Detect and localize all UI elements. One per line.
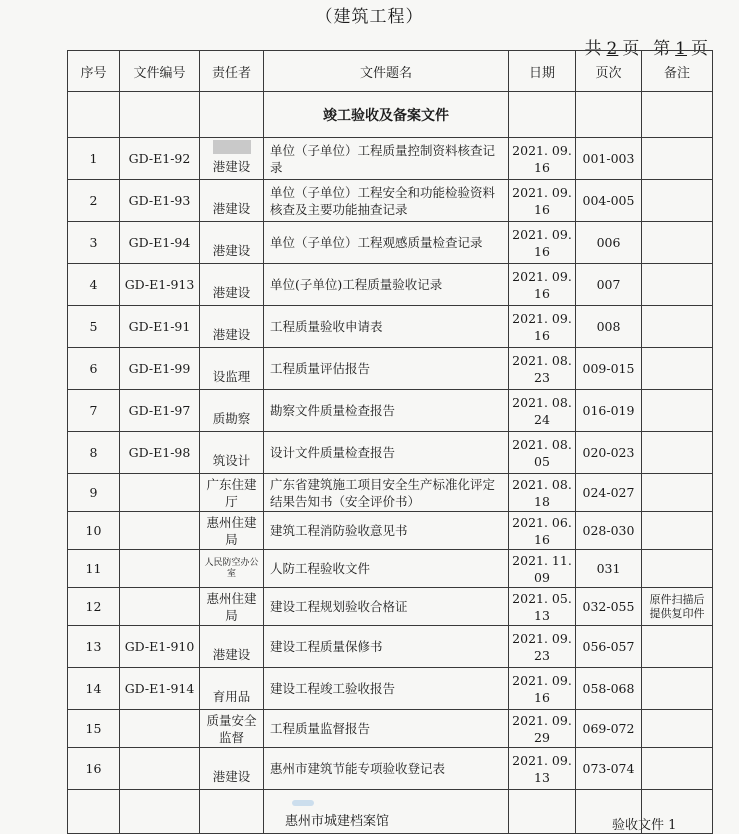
row-date: 2021. 08. 23 — [509, 348, 576, 390]
row-code: GD-E1-913 — [120, 264, 200, 306]
row-date: 2021. 06. 16 — [509, 512, 576, 550]
row-responsible: 设监理 — [200, 348, 264, 390]
row-seq: 8 — [68, 432, 120, 474]
table-row — [68, 512, 713, 550]
table-row — [68, 474, 713, 512]
table-row — [68, 432, 713, 474]
row-note — [642, 306, 713, 348]
row-date: 2021. 09. 16 — [509, 222, 576, 264]
footer-doc-label: 验收文件 1 — [612, 818, 677, 833]
row-responsible: 港建设 — [200, 748, 264, 790]
row-note — [642, 138, 713, 180]
row-seq: 10 — [68, 512, 120, 550]
header-title: 文件题名 — [264, 51, 509, 92]
row-seq: 7 — [68, 390, 120, 432]
row-responsible: 港建设 — [200, 306, 264, 348]
row-pages: 008 — [576, 306, 642, 348]
row-pages: 001-003 — [576, 138, 642, 180]
row-date: 2021. 08. 05 — [509, 432, 576, 474]
row-seq: 12 — [68, 588, 120, 626]
row-seq: 2 — [68, 180, 120, 222]
row-date: 2021. 09. 13 — [509, 748, 576, 790]
row-title: 单位(子单位)工程质量验收记录 — [264, 264, 509, 306]
row-code — [120, 474, 200, 512]
page-current: 1 — [675, 39, 687, 59]
row-title: 工程质量监督报告 — [264, 710, 509, 748]
row-note — [642, 348, 713, 390]
row-title: 勘察文件质量检查报告 — [264, 390, 509, 432]
row-title: 建设工程质量保修书 — [264, 626, 509, 668]
redaction-block — [213, 140, 251, 154]
row-note — [642, 710, 713, 748]
row-date: 2021. 09. 23 — [509, 626, 576, 668]
row-pages: 004-005 — [576, 180, 642, 222]
row-note — [642, 474, 713, 512]
row-title: 工程质量评估报告 — [264, 348, 509, 390]
row-responsible: 质勘察 — [200, 390, 264, 432]
row-code: GD-E1-914 — [120, 668, 200, 710]
row-title: 工程质量验收申请表 — [264, 306, 509, 348]
row-code: GD-E1-94 — [120, 222, 200, 264]
row-date: 2021. 05. 13 — [509, 588, 576, 626]
table-row — [68, 626, 713, 668]
scan-smudge — [292, 800, 314, 806]
table-row — [68, 668, 713, 710]
row-seq: 15 — [68, 710, 120, 748]
row-note — [642, 668, 713, 710]
row-date: 2021. 09. 16 — [509, 264, 576, 306]
header-pages: 页次 — [576, 51, 642, 92]
row-code: GD-E1-98 — [120, 432, 200, 474]
row-pages: 073-074 — [576, 748, 642, 790]
row-responsible: 港建设 — [200, 222, 264, 264]
row-pages: 007 — [576, 264, 642, 306]
row-responsible: 港建设 — [200, 626, 264, 668]
row-title: 人防工程验收文件 — [264, 550, 509, 588]
row-responsible: 港建设 — [200, 138, 264, 180]
header-responsible: 责任者 — [200, 51, 264, 92]
row-date: 2021. 09. 16 — [509, 668, 576, 710]
row-note — [642, 390, 713, 432]
row-responsible: 质量安全监督 — [200, 710, 264, 748]
row-note — [642, 626, 713, 668]
row-pages: 024-027 — [576, 474, 642, 512]
row-title: 单位（子单位）工程安全和功能检验资料核查及主要功能抽查记录 — [264, 180, 509, 222]
table-row — [68, 748, 713, 790]
row-code: GD-E1-91 — [120, 306, 200, 348]
row-code — [120, 710, 200, 748]
row-title: 设计文件质量检查报告 — [264, 432, 509, 474]
table-row — [68, 710, 713, 748]
row-code: GD-E1-92 — [120, 138, 200, 180]
section-title: 竣工验收及备案文件 — [264, 92, 509, 138]
row-title: 建设工程竣工验收报告 — [264, 668, 509, 710]
header-note: 备注 — [642, 51, 713, 92]
table-header-row — [68, 51, 713, 92]
table-row — [68, 390, 713, 432]
row-pages: 028-030 — [576, 512, 642, 550]
row-seq: 5 — [68, 306, 120, 348]
row-date: 2021. 08. 24 — [509, 390, 576, 432]
footer-archive-name: 惠州市城建档案馆 — [285, 814, 390, 829]
row-note — [642, 222, 713, 264]
row-note — [642, 748, 713, 790]
row-responsible: 广东住建厅 — [200, 474, 264, 512]
row-code: GD-E1-93 — [120, 180, 200, 222]
row-date: 2021. 08. 18 — [509, 474, 576, 512]
row-responsible: 港建设 — [200, 264, 264, 306]
row-pages: 020-023 — [576, 432, 642, 474]
header-seq: 序号 — [68, 51, 120, 92]
file-index-table — [67, 50, 713, 834]
table-row — [68, 306, 713, 348]
page-current-label: 第 — [653, 39, 672, 59]
row-note — [642, 550, 713, 588]
page-count-suffix: 页 — [691, 39, 709, 59]
row-pages: 016-019 — [576, 390, 642, 432]
row-title: 建设工程规划验收合格证 — [264, 588, 509, 626]
row-code — [120, 588, 200, 626]
page-total: 2 — [606, 39, 619, 59]
document-title: （建筑工程） — [315, 7, 424, 27]
row-note: 原件扫描后提供复印件 — [642, 588, 713, 626]
table-row — [68, 180, 713, 222]
row-code: GD-E1-910 — [120, 626, 200, 668]
row-seq: 11 — [68, 550, 120, 588]
header-code: 文件编号 — [120, 51, 200, 92]
row-note — [642, 512, 713, 550]
row-title: 惠州市建筑节能专项验收登记表 — [264, 748, 509, 790]
row-pages: 006 — [576, 222, 642, 264]
row-responsible: 惠州住建局 — [200, 512, 264, 550]
section-row — [68, 92, 713, 138]
row-responsible: 筑设计 — [200, 432, 264, 474]
row-code — [120, 748, 200, 790]
row-seq: 14 — [68, 668, 120, 710]
page-count-mid: 页 — [622, 39, 641, 59]
table-row — [68, 588, 713, 626]
row-seq: 16 — [68, 748, 120, 790]
row-code — [120, 550, 200, 588]
row-date: 2021. 09. 16 — [509, 180, 576, 222]
row-seq: 13 — [68, 626, 120, 668]
row-pages: 056-057 — [576, 626, 642, 668]
row-note — [642, 432, 713, 474]
row-date: 2021. 11. 09 — [509, 550, 576, 588]
row-pages: 032-055 — [576, 588, 642, 626]
table-row — [68, 222, 713, 264]
row-pages: 069-072 — [576, 710, 642, 748]
row-pages: 058-068 — [576, 668, 642, 710]
header-date: 日期 — [509, 51, 576, 92]
row-title: 单位（子单位）工程观感质量检查记录 — [264, 222, 509, 264]
row-seq: 4 — [68, 264, 120, 306]
table-row — [68, 138, 713, 180]
row-seq: 3 — [68, 222, 120, 264]
row-responsible: 人民防空办公室 — [200, 550, 264, 588]
row-title: 单位（子单位）工程质量控制资料核查记录 — [264, 138, 509, 180]
table-row — [68, 264, 713, 306]
row-code: GD-E1-97 — [120, 390, 200, 432]
row-seq: 9 — [68, 474, 120, 512]
row-responsible: 港建设 — [200, 180, 264, 222]
row-title: 建筑工程消防验收意见书 — [264, 512, 509, 550]
row-note — [642, 264, 713, 306]
row-responsible: 惠州住建局 — [200, 588, 264, 626]
page-count-prefix: 共 — [584, 39, 603, 59]
row-seq: 1 — [68, 138, 120, 180]
row-title: 广东省建筑施工项目安全生产标准化评定结果告知书（安全评价书） — [264, 474, 509, 512]
row-pages: 009-015 — [576, 348, 642, 390]
row-pages: 031 — [576, 550, 642, 588]
row-date: 2021. 09. 29 — [509, 710, 576, 748]
row-date: 2021. 09. 16 — [509, 138, 576, 180]
table-row — [68, 550, 713, 588]
row-code — [120, 512, 200, 550]
row-code: GD-E1-99 — [120, 348, 200, 390]
row-date: 2021. 09. 16 — [509, 306, 576, 348]
table-row — [68, 348, 713, 390]
row-note — [642, 180, 713, 222]
row-responsible: 育用品 — [200, 668, 264, 710]
row-seq: 6 — [68, 348, 120, 390]
